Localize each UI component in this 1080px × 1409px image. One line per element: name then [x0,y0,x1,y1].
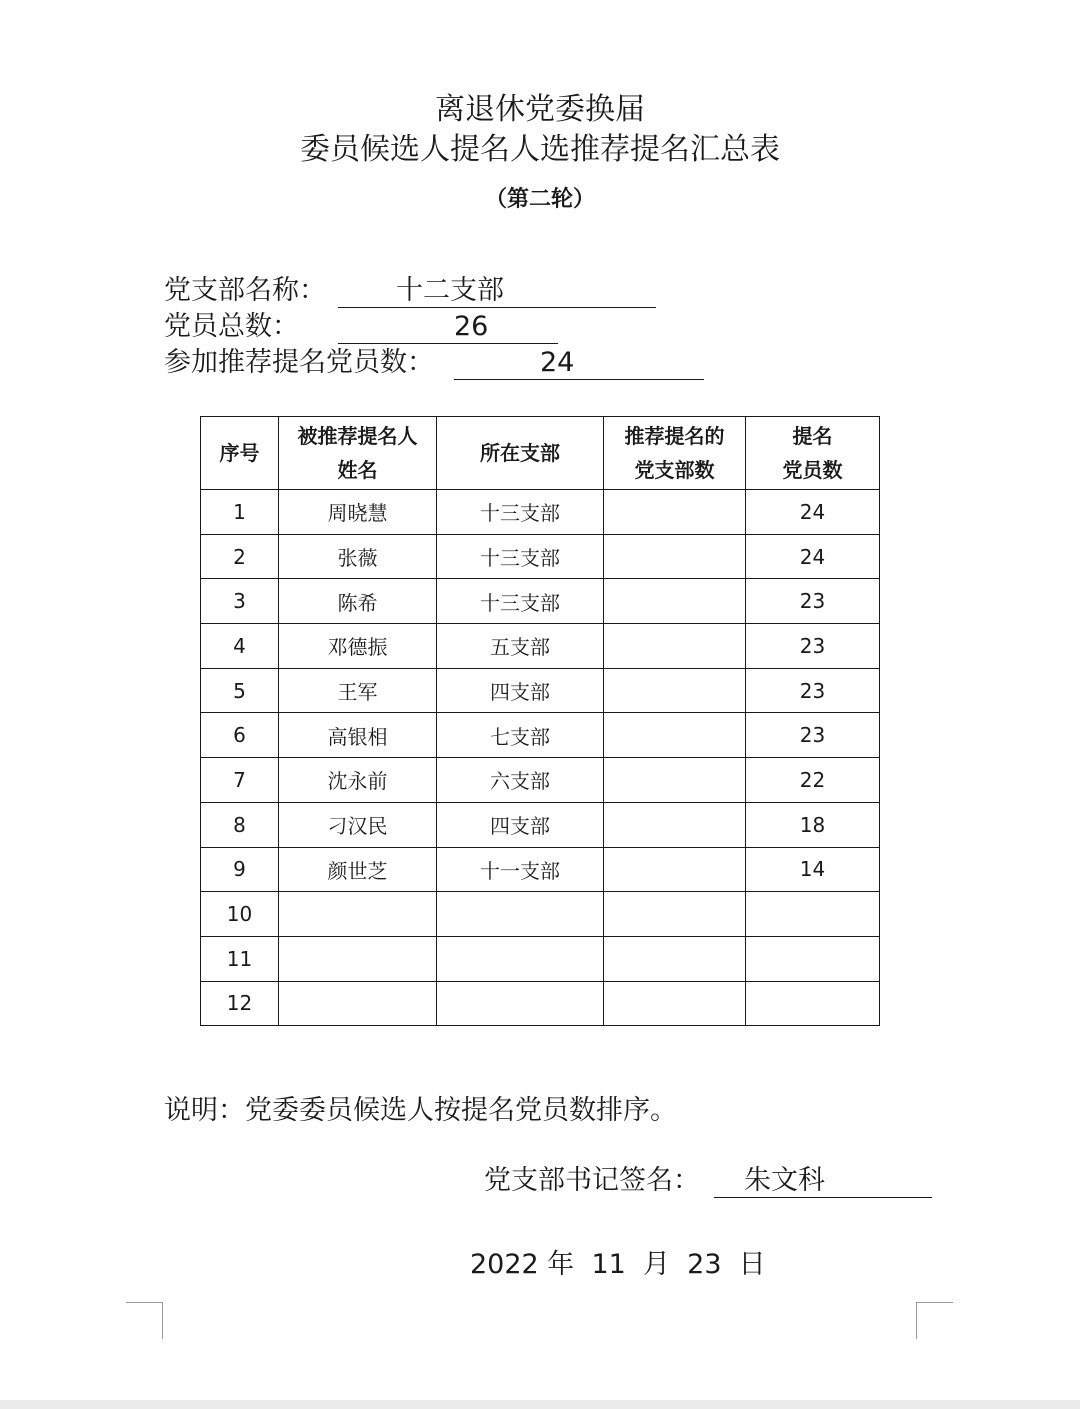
cell-votes: 23 [746,624,880,669]
cell-name: 陈希 [279,579,437,624]
header-nominee-name: 被推荐提名人 姓名 [279,417,437,490]
cell-no: 4 [201,624,279,669]
cell-branch-count [604,892,746,937]
table-row [201,490,880,535]
cell-branch-count [604,847,746,892]
cell-branch: 七支部 [437,713,604,758]
header-member-count: 提名 党员数 [746,417,880,490]
cell-branch: 六支部 [437,758,604,803]
explanation-note: 说明：党委委员候选人按提名党员数排序。 [164,1095,677,1126]
cell-votes [746,936,880,981]
page-corner-mark-left [126,1302,163,1339]
cell-branch-count [604,802,746,847]
cell-no: 7 [201,758,279,803]
cell-votes: 18 [746,802,880,847]
cell-branch: 十三支部 [437,490,604,535]
cell-votes: 14 [746,847,880,892]
member-total-underline [338,310,558,344]
table-row [201,579,880,624]
participants-value: 24 [540,347,575,378]
cell-branch-count [604,579,746,624]
document-title-line2: 委员候选人提名人选推荐提名汇总表 [300,132,780,167]
table-row [201,713,880,758]
cell-branch-count [604,713,746,758]
cell-name: 王军 [279,668,437,713]
cell-votes: 22 [746,758,880,803]
cell-name: 高银相 [279,713,437,758]
table-row [201,802,880,847]
table-row [201,534,880,579]
branch-name-underline [338,274,656,308]
cell-branch: 十三支部 [437,579,604,624]
cell-branch: 四支部 [437,668,604,713]
cell-branch: 十一支部 [437,847,604,892]
cell-name [279,981,437,1026]
branch-name-value: 十二支部 [396,275,504,306]
cell-branch: 四支部 [437,802,604,847]
cell-name [279,892,437,937]
cell-no: 1 [201,490,279,535]
cell-no: 12 [201,981,279,1026]
cell-no: 9 [201,847,279,892]
cell-branch-count [604,668,746,713]
cell-branch: 十三支部 [437,534,604,579]
cell-no: 3 [201,579,279,624]
signature-value: 朱文科 [744,1165,825,1196]
cell-branch-count [604,624,746,669]
cell-no: 6 [201,713,279,758]
cell-branch-count [604,490,746,535]
nomination-summary-table [200,416,880,1026]
header-branch-count: 推荐提名的 党支部数 [604,417,746,490]
table-row [201,668,880,713]
cell-branch-count [604,534,746,579]
cell-name: 刁汉民 [279,802,437,847]
cell-name: 张薇 [279,534,437,579]
cell-name: 周晓慧 [279,490,437,535]
header-branch: 所在支部 [437,417,604,490]
cell-votes: 23 [746,668,880,713]
cell-votes: 24 [746,534,880,579]
table-row [201,847,880,892]
header-no: 序号 [201,417,279,490]
cell-branch [437,936,604,981]
cell-name [279,936,437,981]
cell-votes [746,892,880,937]
table-row [201,936,880,981]
table-row [201,981,880,1026]
signature-label: 党支部书记签名： [484,1165,700,1196]
cell-no: 10 [201,892,279,937]
participants-underline [454,346,704,380]
cell-no: 5 [201,668,279,713]
document-subtitle: （第二轮） [484,187,595,212]
member-total-value: 26 [454,311,489,342]
cell-name: 邓德振 [279,624,437,669]
cell-name: 沈永前 [279,758,437,803]
signature-underline [714,1164,932,1198]
table-header-row [201,417,880,490]
document-title-line1: 离退休党委换届 [435,92,645,127]
cell-branch: 五支部 [437,624,604,669]
member-total-label: 党员总数： [164,311,299,342]
cell-branch [437,981,604,1026]
cell-name: 颜世芝 [279,847,437,892]
table-row [201,758,880,803]
table-row [201,624,880,669]
branch-name-field [164,274,664,308]
cell-no: 8 [201,802,279,847]
secretary-signature [484,1164,934,1198]
cell-votes: 24 [746,490,880,535]
table-row [201,892,880,937]
cell-votes: 23 [746,579,880,624]
cell-votes: 23 [746,713,880,758]
participants-field [164,346,724,380]
cell-branch-count [604,981,746,1026]
branch-name-label: 党支部名称： [164,275,326,306]
document-date: 2022 年 11 月 23 日 [470,1249,766,1280]
cell-branch-count [604,936,746,981]
page-corner-mark-right [916,1302,953,1339]
cell-votes [746,981,880,1026]
page-gap [0,1400,1080,1409]
cell-branch [437,892,604,937]
participants-label: 参加推荐提名党员数： [164,347,434,378]
cell-no: 11 [201,936,279,981]
cell-no: 2 [201,534,279,579]
member-total-field [164,310,564,344]
cell-branch-count [604,758,746,803]
